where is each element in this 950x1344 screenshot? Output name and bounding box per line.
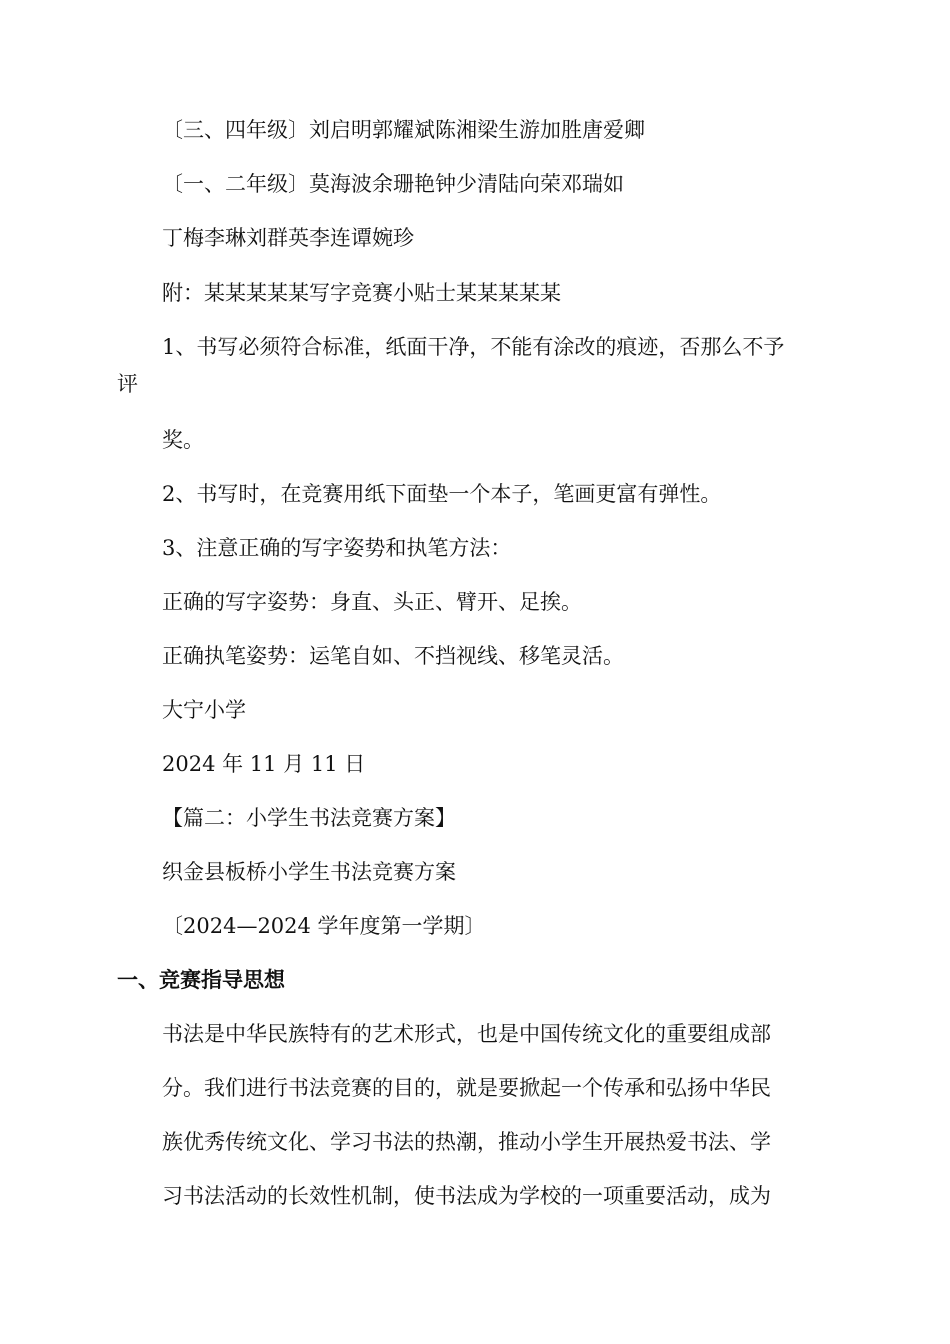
text-line-tip-1-end: 奖。 [162,428,204,452]
text-line-tip-2: 2、书写时，在竞赛用纸下面垫一个本子，笔画更富有弹性。 [162,482,722,506]
text-line-tip-1: 1、书写必须符合标准，纸面干净，不能有涂改的痕迹，否那么不予 [162,335,785,359]
text-line-tip-3: 3、注意正确的写字姿势和执笔方法： [162,536,512,560]
paragraph-line-1: 书法是中华民族特有的艺术形式，也是中国传统文化的重要组成部 [162,1022,771,1046]
text-line-school: 大宁小学 [162,698,246,722]
text-line-date: 2024 年 11 月 11 日 [162,752,366,776]
paragraph-line-4: 习书法活动的长效性机制，使书法成为学校的一项重要活动，成为 [162,1184,771,1208]
text-line-grade-3-4: 〔三、四年级〕刘启明郭耀斌陈湘梁生游加胜唐爱卿 [162,118,645,142]
text-line-plan-title: 织金县板桥小学生书法竞赛方案 [162,860,456,884]
text-line-grade-1-2: 〔一、二年级〕莫海波余珊艳钟少清陆向荣邓瑞如 [162,172,624,196]
text-line-posture: 正确的写字姿势：身直、头正、臂开、足挨。 [162,590,582,614]
text-line-tips-title: 附：某某某某某写字竞赛小贴士某某某某某 [162,281,561,305]
text-line-pen-holding: 正确执笔姿势：运笔自如、不挡视线、移笔灵活。 [162,644,624,668]
text-line-term: 〔2024—2024 学年度第一学期〕 [162,914,486,938]
paragraph-line-2: 分。我们进行书法竞赛的目的，就是要掀起一个传承和弘扬中华民 [162,1076,771,1100]
text-line-chapter-title: 【篇二：小学生书法竞赛方案】 [162,806,456,830]
text-line-names: 丁梅李琳刘群英李连谭婉珍 [162,226,414,250]
paragraph-line-3: 族优秀传统文化、学习书法的热潮，推动小学生开展热爱书法、学 [162,1130,771,1154]
section-heading-guiding-ideology: 一、竞赛指导思想 [117,968,285,992]
text-line-tip-1-wrap: 评 [117,372,138,396]
